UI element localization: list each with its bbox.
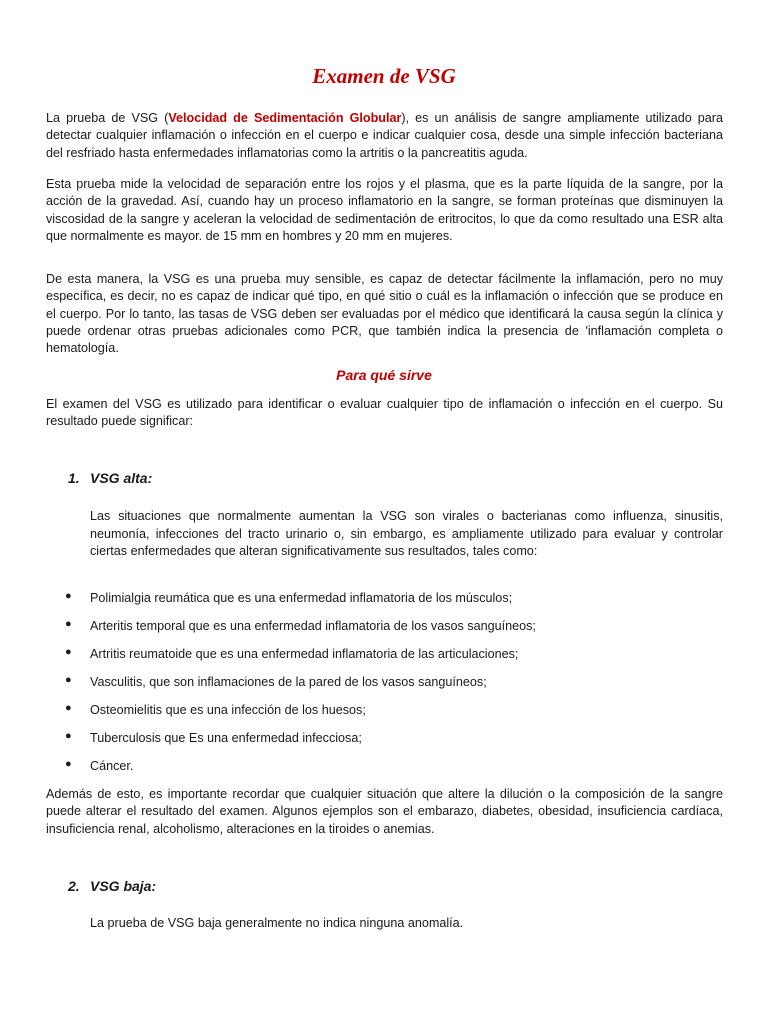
document-title: Examen de VSG [312,64,456,88]
item-2-number: 2. [68,878,80,894]
list-item-text: Artritis reumatoide que es una enfermedad inflamatoria de las articulaciones; [90,647,519,661]
bullet-icon: ● [65,618,72,630]
paragraph-3: De esta manera, la VSG es una prueba muy sensible, es capaz de detectar fácilmente la inflamación, pero no muy específica, es decir, no es capaz de indicar qué tipo, en qué sitio o cuál es la inflamación o infección que se produce en el cuerpo. Por lo tanto, las tasas de VSG deben ser evaluadas por el médico que identificará la causa según la clínica y puede ordenar otras pruebas adicionales como PCR, que también indica la presencia de 'inflamación completa o hematología. [46,272,723,356]
item-2-heading [68,878,156,894]
bullet-icon: ● [65,646,72,658]
intro-paragraph [46,110,723,162]
bullet-icon: ● [65,674,72,686]
list-item-text: Tuberculosis que Es una enfermedad infecciosa; [90,731,362,745]
item-1-text: Las situaciones que normalmente aumentan la VSG son virales o bacterianas como influenza, sinusitis, neumonía, infecciones del tracto urinario o, sin embargo, es ampliamente utilizado para evaluar y controlar ciertas enfermedades que alteran significativamente sus resultados, tales como: [90,509,723,559]
item-1-heading [68,470,152,486]
list-item-text: Polimialgia reumática que es una enfermedad inflamatoria de los músculos; [90,591,513,605]
list-item-text: Arteritis temporal que es una enfermedad inflamatoria de los vasos sanguíneos; [90,619,536,633]
section-intro: El examen del VSG es utilizado para identificar o evaluar cualquier tipo de inflamación o infección en el cuerpo. Su resultado puede significar: [46,397,723,429]
list-item-text: Osteomielitis que es una infección de los huesos; [90,703,366,717]
intro-text-before: La prueba de VSG ( [46,111,169,125]
paragraph-2: Esta prueba mide la velocidad de separación entre los rojos y el plasma, que es la parte líquida de la sangre, por la acción de la gravedad. Así, cuando hay un proceso inflamatorio en la sangre, se forman proteínas que disminuyen la viscosidad de la sangre y aceleran la velocidad de sedimentación de eritrocitos, lo que da como resultado una ESR alta que normalmente es mayor. de 15 mm en hombres y 20 mm en mujeres. [46,177,723,243]
paragraph-after-list: Además de esto, es importante recordar que cualquier situación que altere la dilución o la composición de la sangre puede alterar el resultado del examen. Algunos ejemplos son el embarazo, diabetes, obesidad, insuficiencia cardíaca, insuficiencia renal, alcoholismo, alteraciones en la tiroides o anemias. [46,787,723,836]
bullet-icon: ● [65,590,72,602]
intro-text-after: ), es un análisis de sangre ampliamente utilizado para detectar cualquier inflamación o infección en el cuerpo e indicar cualquier cosa, desde una simple infección bacteriana del resfriado hasta enfermedades inflamatorias como la artritis o la pancreatitis aguda. [46,111,723,160]
list-item-text: Cáncer. [90,759,134,773]
item-1-title: VSG alta: [90,470,153,486]
intro-highlight: Velocidad de Sedimentación Globular [168,111,402,125]
item-2-title: VSG baja: [90,878,157,894]
section-heading: Para qué sirve [336,367,432,383]
list-item-text: Vasculitis, que son inflamaciones de la pared de los vasos sanguíneos; [90,675,487,689]
item-2-text: La prueba de VSG baja generalmente no indica ninguna anomalía. [90,916,464,930]
bullet-icon: ● [65,702,72,714]
bullet-icon: ● [65,730,72,742]
item-1-number: 1. [68,470,80,486]
bullet-icon: ● [65,758,72,770]
